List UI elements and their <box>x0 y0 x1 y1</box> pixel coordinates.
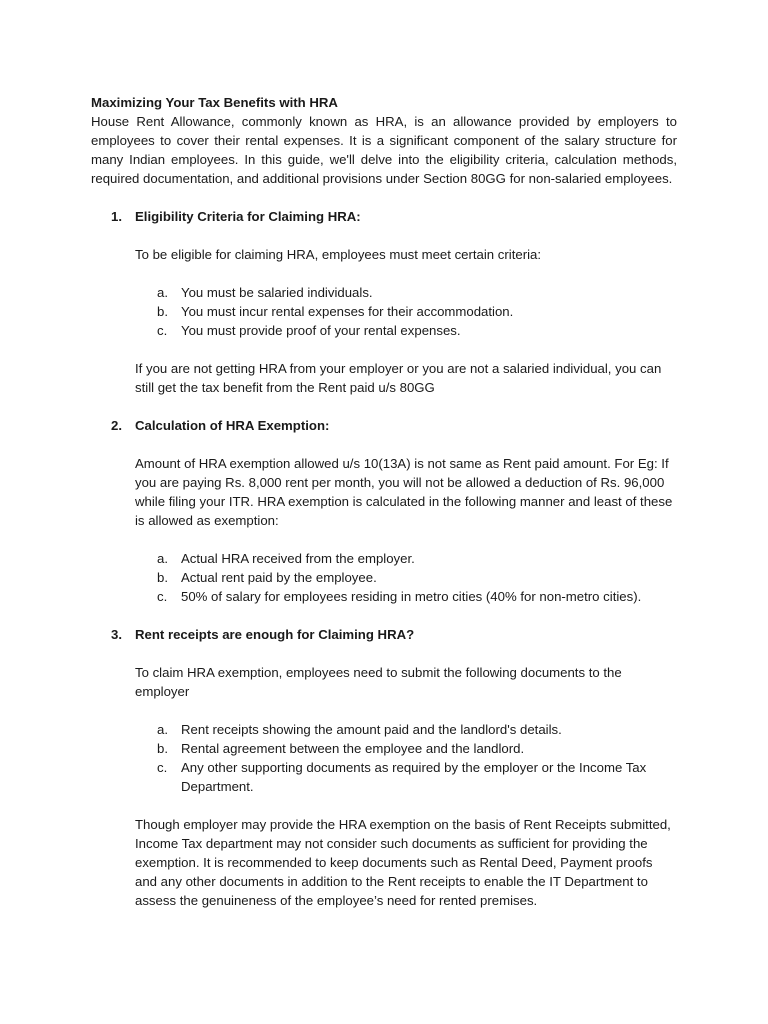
section-heading <box>91 625 677 644</box>
list-item-text: You must be salaried individuals. <box>181 285 373 300</box>
list-item <box>91 283 677 302</box>
section-heading <box>91 416 677 435</box>
list-item <box>91 587 677 606</box>
list-item-text: Actual rent paid by the employee. <box>181 570 377 585</box>
section-rent-receipts <box>91 625 677 910</box>
section-number: 1. <box>111 209 122 224</box>
list-marker: b. <box>157 741 168 756</box>
section-note: If you are not getting HRA from your employer or you are not a salaried individual, you can still get the tax benefit from the Rent paid u/s 80GG <box>135 361 662 395</box>
list-item-text: You must provide proof of your rental expenses. <box>181 323 461 338</box>
page-title: Maximizing Your Tax Benefits with HRA <box>91 95 338 110</box>
list-marker: c. <box>157 760 168 775</box>
list-item-text: You must incur rental expenses for their accommodation. <box>181 304 514 319</box>
list-item <box>91 568 677 587</box>
list-item <box>91 758 677 796</box>
section-number: 3. <box>111 627 122 642</box>
list-item <box>91 739 677 758</box>
section-title: Calculation of HRA Exemption: <box>135 418 330 433</box>
section-note: Though employer may provide the HRA exemption on the basis of Rent Receipts submitted, Income Tax department may not consider such documents as sufficient for providing the exemption. It is recommended to keep documents such as Rental Deed, Payment proofs and any other documents in addition to the Rent receipts to enable the IT Department to assess the genuineness of the employee’s need for rented premises. <box>135 817 671 908</box>
section-heading <box>91 207 677 226</box>
section-title: Eligibility Criteria for Claiming HRA: <box>135 209 361 224</box>
list-item-text: Rent receipts showing the amount paid and the landlord's details. <box>181 722 562 737</box>
list-marker: c. <box>157 589 168 604</box>
document-page <box>91 93 677 910</box>
list-item-text: 50% of salary for employees residing in metro cities (40% for non-metro cities). <box>181 589 642 604</box>
criteria-list <box>91 283 677 340</box>
section-number: 2. <box>111 418 122 433</box>
list-item <box>91 720 677 739</box>
section-calculation <box>91 416 677 606</box>
list-item-text: Actual HRA received from the employer. <box>181 551 415 566</box>
list-item <box>91 321 677 340</box>
list-marker: b. <box>157 304 168 319</box>
documents-list <box>91 720 677 796</box>
list-marker: a. <box>157 551 168 566</box>
section-lead: To be eligible for claiming HRA, employees must meet certain criteria: <box>135 247 542 262</box>
intro-paragraph: House Rent Allowance, commonly known as HRA, is an allowance provided by employers to employees to cover their rental expenses. It is a significant component of the salary structure for many Indian employees. In this guide, we'll delve into the eligibility criteria, calculation methods, required documentation, and additional provisions under Section 80GG for non-salaried employees. <box>91 114 677 186</box>
list-item-text: Any other supporting documents as required by the employer or the Income Tax Department. <box>181 760 647 794</box>
section-eligibility <box>91 207 677 397</box>
section-lead: Amount of HRA exemption allowed u/s 10(13A) is not same as Rent paid amount. For Eg: If you are paying Rs. 8,000 rent per month, you will not be allowed a deduction of Rs. 96,000 while filing your ITR. HRA exemption is calculated in the following manner and least of these is allowed as exemption: <box>135 456 673 528</box>
list-marker: c. <box>157 323 168 338</box>
calculation-list <box>91 549 677 606</box>
section-title: Rent receipts are enough for Claiming HRA? <box>135 627 415 642</box>
list-item <box>91 549 677 568</box>
list-item <box>91 302 677 321</box>
list-item-text: Rental agreement between the employee and the landlord. <box>181 741 525 756</box>
section-lead: To claim HRA exemption, employees need to submit the following documents to the employer <box>135 665 622 699</box>
list-marker: a. <box>157 722 168 737</box>
list-marker: b. <box>157 570 168 585</box>
list-marker: a. <box>157 285 168 300</box>
